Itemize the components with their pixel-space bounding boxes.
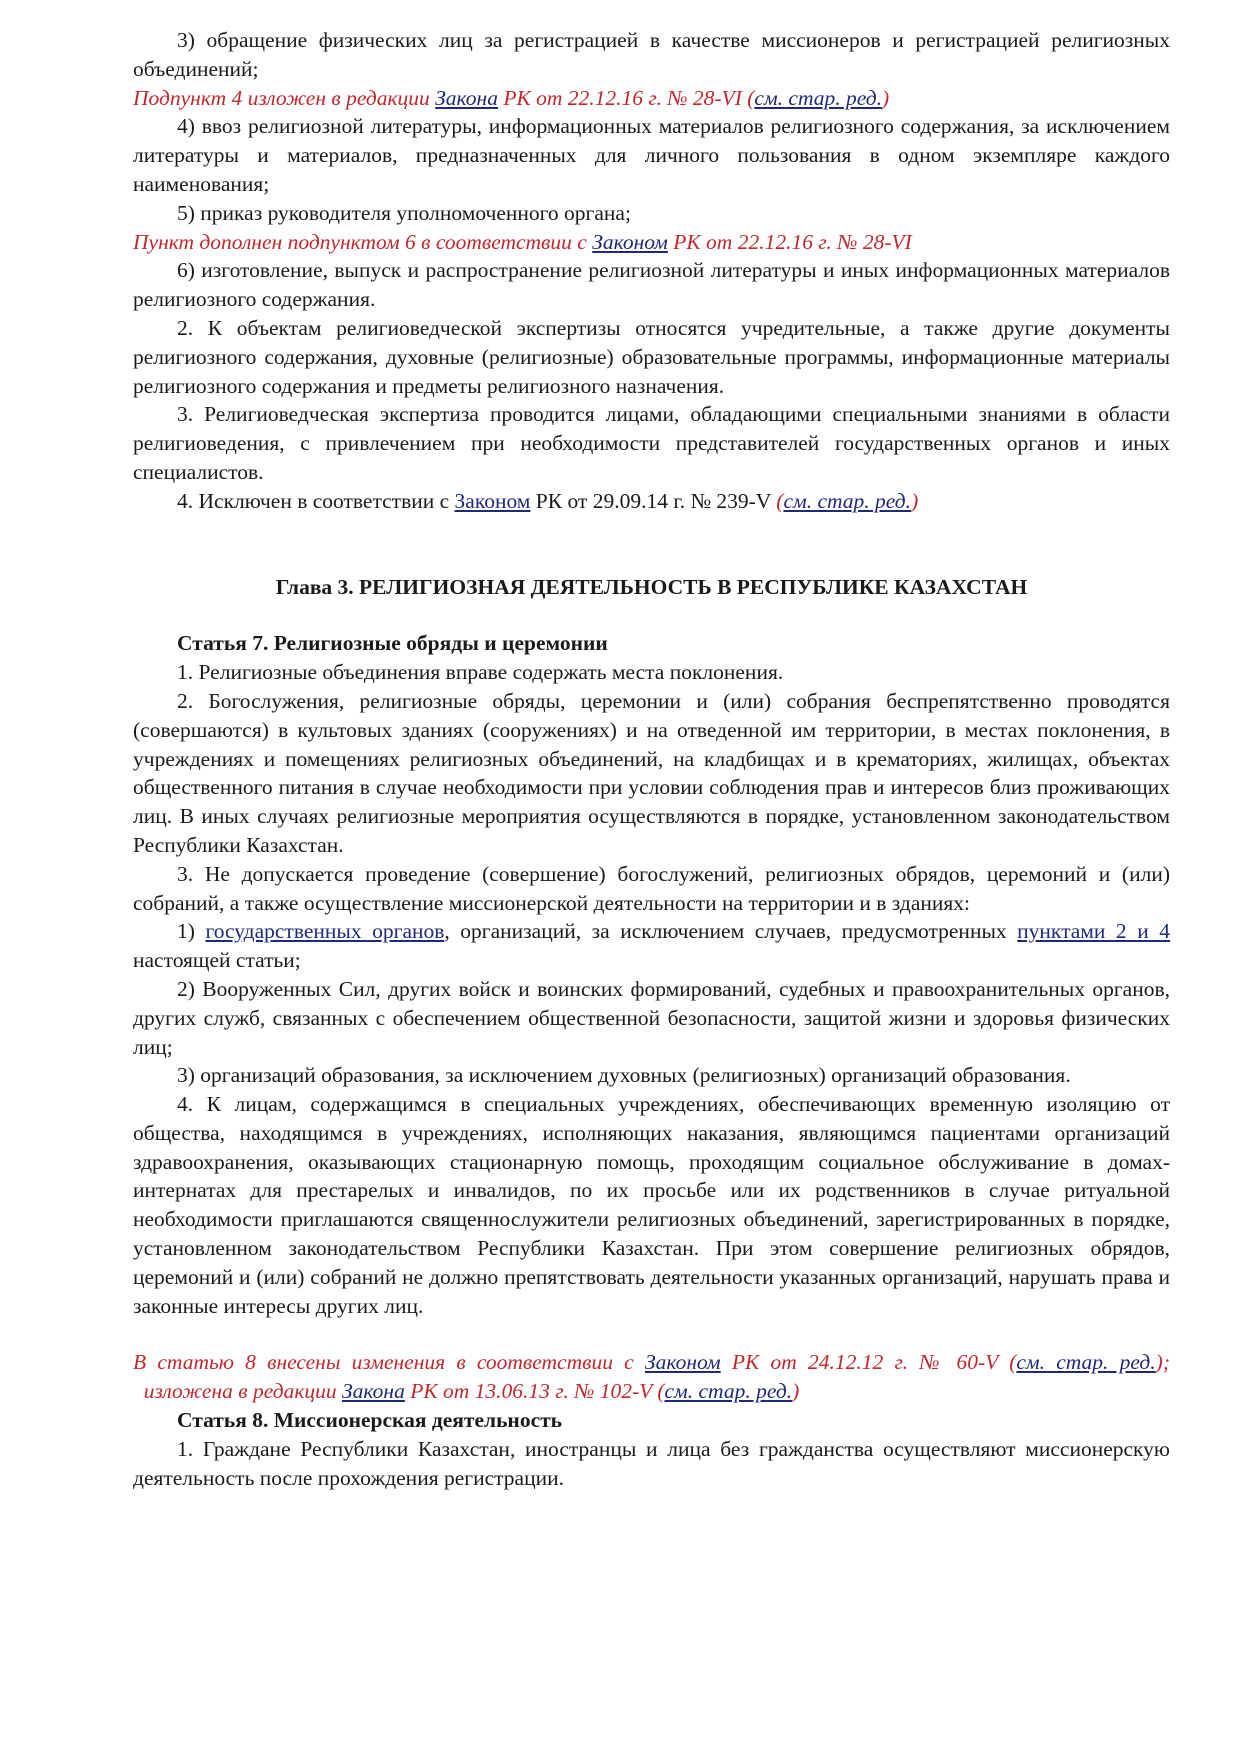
amendment-note-subitem-6: Пункт дополнен подпунктом 6 в соответствии с Законом РК от 22.12.16 г. № 28-VI — [133, 229, 912, 254]
article-7-subitem-3: 3) организаций образования, за исключением духовных (религиозных) организаций образования. — [177, 1063, 1071, 1088]
clause-2: 2. К объектам религиоведческой экспертизы относятся учредительные, а также другие документы религиозного содержания, духовные (религиозные) образовательные программы, информационные материалы религиозного содержания и предметы религиозного назначения. — [133, 315, 1170, 398]
old-edition-link[interactable]: см. стар. ред. — [664, 1379, 793, 1404]
subitem-6: 6) изготовление, выпуск и распространение религиозной литературы и иных информационных материалов религиозного содержания. — [133, 258, 1170, 312]
chapter-title: Глава 3. РЕЛИГИОЗНАЯ ДЕЯТЕЛЬНОСТЬ В РЕСПУБЛИКЕ КАЗАХСТАН — [275, 574, 1028, 599]
clause-3: 3. Религиоведческая экспертиза проводится лицами, обладающими специальными знаниями в области религиоведения, с привлечением при необходимости представителей государственных органов и иных специалистов. — [133, 402, 1170, 484]
subitem-3: 3) обращение физических лиц за регистрацией в качестве миссионеров и регистрацией религиозных объединений; — [133, 28, 1170, 81]
old-edition-link[interactable]: см. стар. ред. — [754, 85, 883, 110]
clause-4-excluded: 4. Исключен в соответствии с Законом РК от 29.09.14 г. № 239-V (см. стар. ред.) — [177, 488, 919, 513]
law-link[interactable]: Законом — [592, 229, 668, 254]
article-7-title: Статья 7. Религиозные обряды и церемонии — [177, 631, 608, 656]
document-page — [133, 26, 1170, 1492]
article-7-clause-2: 2. Богослужения, религиозные обряды, церемонии и (или) собрания беспрепятственно проводятся (совершаются) в культовых зданиях (сооружениях) и на отведенной им территории, в местах поклонения, в учреждениях и помещениях религиозных объединений, на кладбищах и в крематориях, жилищах, объектах общественного питания в случае необходимости при условии соблюдения прав и интересов близ проживающих лиц. В иных случаях религиозные мероприятия осуществляются в порядке, установленном законодательством Республики Казахстан. — [133, 688, 1170, 857]
state-bodies-link[interactable]: государственных органов — [205, 919, 445, 944]
article-7-clause-1: 1. Религиозные объединения вправе содержать места поклонения. — [177, 660, 784, 685]
law-link[interactable]: Закона — [342, 1379, 405, 1404]
subitem-4: 4) ввоз религиозной литературы, информационных материалов религиозного содержания, за исключением литературы и материалов, предназначенных для личного пользования в одном экземпляре каждого наименования; — [133, 114, 1170, 196]
article-8-clause-1: 1. Граждане Республики Казахстан, иностранцы и лица без гражданства осуществляют миссионерскую деятельность после прохождения регистрации. — [133, 1436, 1170, 1490]
old-edition-link[interactable]: см. стар. ред. — [783, 488, 912, 513]
article-7-clause-4: 4. К лицам, содержащимся в специальных учреждениях, обеспечивающих временную изоляцию от общества, находящимся в учреждениях, исполняющих наказания, являющимся пациентами организаций здравоохранения, оказывающих стационарную помощь, проходящим социальное обслуживание в домах-интернатах для престарелых и инвалидов, по их просьбе или их родственников в случае ритуальной необходимости приглашаются священнослужители религиозных объединений, зарегистрированных в порядке, установленном законодательством Республики Казахстан. При этом совершение религиозных обрядов, церемоний и (или) собраний не должно препятствовать деятельности указанных организаций, нарушать права и законные интересы других лиц. — [133, 1092, 1170, 1318]
law-link[interactable]: Закона — [435, 85, 498, 110]
old-edition-link[interactable]: см. стар. ред. — [1016, 1350, 1156, 1375]
amendment-note-subitem-4: Подпункт 4 изложен в редакции Закона РК от 22.12.16 г. № 28-VI (см. стар. ред.) — [133, 85, 890, 110]
article-7-subitem-2: 2) Вооруженных Сил, других войск и воинских формирований, судебных и правоохранительных органов, других служб, связанных с обеспечением общественной безопасности, защитой жизни и здоровья физических лиц; — [133, 976, 1170, 1059]
article-7-subitem-1: 1) государственных органов, организаций, за исключением случаев, предусмотренных пунктами 2 и 4 настоящей статьи; — [133, 919, 1170, 973]
article-7-clause-3: 3. Не допускается проведение (совершение) богослужений, религиозных обрядов, церемоний и (или) собраний, а также осуществление миссионерской деятельности на территории и в зданиях: — [133, 861, 1170, 915]
law-link[interactable]: Законом — [454, 488, 531, 513]
amendment-note-article-8: В статью 8 внесены изменения в соответствии с Законом РК от 24.12.12 г. № 60-V (см. стар. ред.); изложена в редакции Закона РК от 13.06.13 г. № 102-V (см. стар. ред.) — [133, 1350, 1170, 1404]
clauses-2-and-4-link[interactable]: пунктами 2 и 4 — [1017, 919, 1170, 944]
subitem-5: 5) приказ руководителя уполномоченного органа; — [177, 200, 631, 225]
article-8-title: Статья 8. Миссионерская деятельность — [177, 1408, 563, 1433]
law-link[interactable]: Законом — [644, 1350, 721, 1375]
